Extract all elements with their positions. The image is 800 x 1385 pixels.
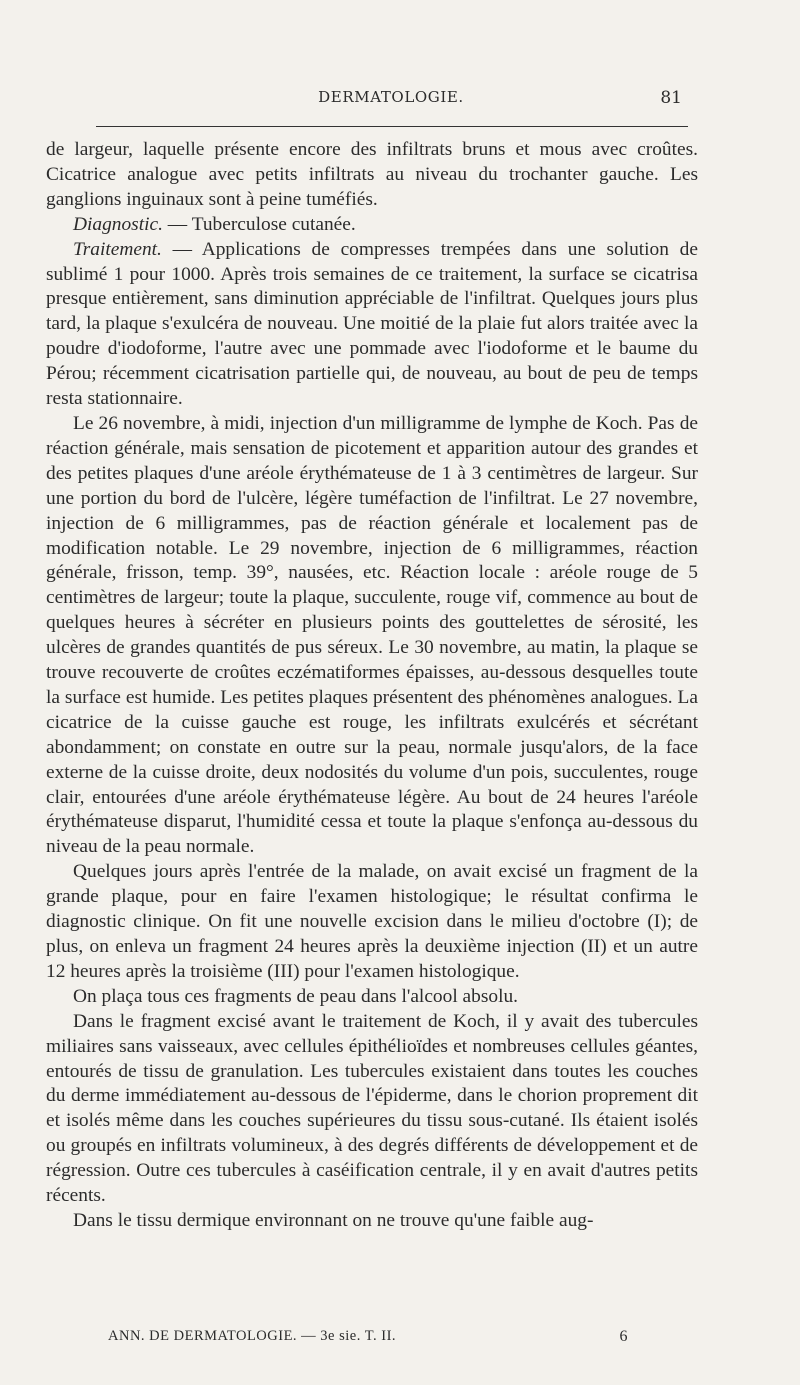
paragraph-text: — Tuberculose cutanée.	[162, 213, 356, 235]
paragraph-treatment	[46, 238, 698, 412]
signature-mark: 6	[619, 1328, 628, 1345]
header-rule	[96, 126, 688, 127]
journal-reference: ANN. DE DERMATOLOGIE. — 3e sie. T. II.	[108, 1328, 397, 1344]
page-footer	[108, 1328, 628, 1345]
paragraph-text: Le 26 novembre, à midi, injection d'un milligramme de lymphe de Koch. Pas de réaction générale, mais sensation de picotement et apparition autour des grandes et des petites plaques d'une aréole érythémateuse de 1 à 3 centimètres de largeur. Sur une portion du bord de l'ulcère, légère tuméfaction de l'infiltrat. Le 27 novembre, injection de 6 milligrammes, pas de réaction générale et localement pas de modification notable. Le 29 novembre, injection de 6 milligrammes, réaction générale, frisson, temp. 39°, nausées, etc. Réaction locale : aréole rouge de 5 centimètres de largeur; toute la plaque, succulente, rouge vif, commence au bout de quelques heures à sécréter en plusieurs points des gouttelettes de sérosité, les ulcères de grandes quantités de pus séreux. Le 30 novembre, au matin, la plaque se trouve recouverte de croûtes eczématiformes épaisses, au-dessous desquelles toute la surface est humide. Les petites plaques présentent des phénomènes analogues. La cicatrice de la cuisse gauche est rouge, les infiltrats exulcérés et sécrétant abondamment; on constate en outre sur la peau, normale jusqu'alors, de la face externe de la cuisse droite, deux nodosités du volume d'un pois, succulentes, rouge clair, entourées d'une aréole érythémateuse légère. Au bout de 24 heures l'aréole érythémateuse disparut, l'humidité cessa et toute la plaque s'enfonça au-dessous du niveau de la peau normale.	[46, 412, 698, 858]
paragraph	[46, 1209, 698, 1234]
paragraph-text: On plaça tous ces fragments de peau dans l'alcool absolu.	[73, 985, 519, 1007]
paragraph-text: Quelques jours après l'entrée de la malade, on avait excisé un fragment de la grande plaque, pour en faire l'examen histologique; le résultat confirma le diagnostic clinique. On fit une nouvelle excision dans le milieu d'octobre (I); de plus, on enleva un fragment 24 heures après la deuxième injection (II) et un autre 12 heures après la troisième (III) pour l'examen histologique.	[46, 861, 698, 982]
paragraph-lead: Diagnostic.	[73, 213, 163, 235]
paragraph	[46, 138, 698, 213]
paragraph	[46, 860, 698, 985]
body-text	[46, 138, 698, 1234]
page-number: 81	[660, 88, 682, 108]
paragraph-lead: Traitement.	[73, 238, 162, 260]
paragraph	[46, 1010, 698, 1209]
page-header	[96, 88, 686, 112]
paragraph	[46, 985, 698, 1010]
paragraph-text: Dans le fragment excisé avant le traitement de Koch, il y avait des tubercules miliaires sans vaisseaux, avec cellules épithélioïdes et nombreuses cellules géantes, entourés de tissu de granulation. Les tubercules existaient dans toutes les couches du derme immédiatement au-dessous de l'épiderme, dans le chorion proprement dit et isolés même dans les couches supérieures du tissu sous-cutané. Ils étaient isolés ou groupés en infiltrats volumineux, à des degrés différents de développement et de régression. Outre ces tubercules à caséification centrale, il y en avait d'autres petits récents.	[46, 1010, 698, 1207]
paragraph-text: — Applications de compresses trempées dans une solution de sublimé 1 pour 1000. Après trois semaines de ce traitement, la surface se cicatrisa presque entièrement, sans diminution appréciable de l'infiltrat. Quelques jours plus tard, la plaque s'exulcéra de nouveau. Une moitié de la plaie fut alors traitée avec la poudre d'iodoforme, l'autre avec une pommade avec l'iodoforme et le baume du Pérou; récemment cicatrisation partielle qui, de nouveau, au bout de peu de temps resta stationnaire.	[46, 238, 698, 410]
paragraph	[46, 412, 698, 860]
paragraph-text: de largeur, laquelle présente encore des infiltrats bruns et mous avec croûtes. Cicatrice analogue avec petits infiltrats au niveau du trochanter gauche. Les ganglions inguinaux sont à peine tuméfiés.	[46, 139, 698, 210]
paragraph-text: Dans le tissu dermique environnant on ne trouve qu'une faible aug-	[73, 1209, 594, 1231]
running-title: DERMATOLOGIE.	[318, 88, 464, 106]
paragraph-diagnostic	[46, 213, 698, 238]
